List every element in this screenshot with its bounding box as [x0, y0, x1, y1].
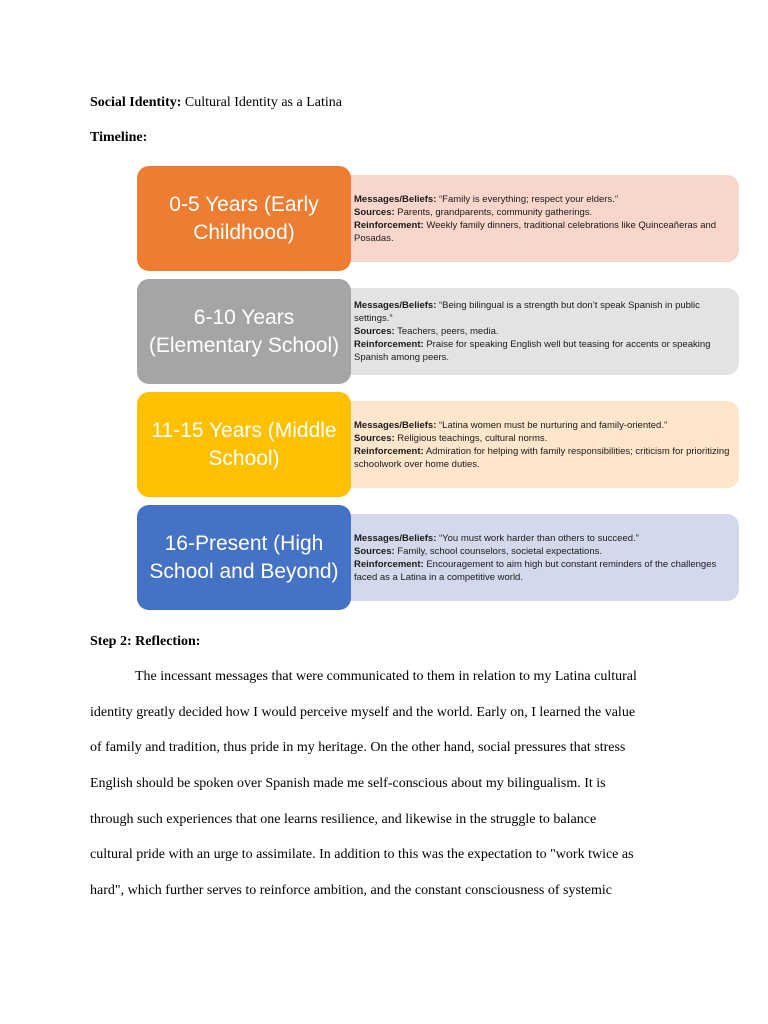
sources-line: Sources: Family, school counselors, societal expectations.: [354, 545, 602, 557]
paragraph-line: identity greatly decided how I would perceive myself and the world. Early on, I learned the value: [90, 704, 636, 720]
reinforcement-line: Reinforcement: Weekly family dinners, traditional celebrations like Quinceañeras and Posadas.: [354, 219, 717, 244]
timeline-detail-early-childhood: [340, 175, 739, 262]
timeline-stage-elementary: 6-10 Years (Elementary School): [137, 279, 351, 384]
paragraph-line: hard", which further serves to reinforce ambition, and the constant consciousness of systemic: [90, 883, 613, 899]
paragraph-line: through such experiences that one learns resilience, and likewise in the struggle to balance: [90, 811, 597, 827]
paragraph-line: of family and tradition, thus pride in my heritage. On the other hand, social pressures that stress: [90, 740, 626, 756]
timeline-detail-high-school: [340, 514, 739, 601]
reinforcement-line: Reinforcement: Admiration for helping with family responsibilities; criticism for prioritizing schoolwork over home duties.: [354, 445, 730, 470]
reflection-paragraph: [90, 670, 690, 920]
sources-line: Sources: Religious teachings, cultural norms.: [354, 432, 548, 444]
sources-line: Sources: Teachers, peers, media.: [354, 326, 499, 337]
timeline-detail-elementary: [340, 288, 739, 375]
social-identity-label: Social Identity:: [90, 95, 182, 110]
timeline-stage-early-childhood: 0-5 Years (Early Childhood): [137, 166, 351, 271]
reflection-heading: Step 2: Reflection:: [90, 634, 201, 649]
sources-line: Sources: Parents, grandparents, community gatherings.: [354, 206, 593, 218]
messages-line: Messages/Beliefs: “Being bilingual is a strength but don’t speak Spanish in public settings.”: [354, 300, 700, 324]
social-identity-value: Cultural Identity as a Latina: [184, 95, 342, 110]
timeline-detail-middle-school: [340, 401, 739, 488]
reinforcement-line: Reinforcement: Praise for speaking English well but teasing for accents or speaking Spanish among peers.: [354, 339, 711, 363]
social-identity-line: [90, 95, 342, 111]
paragraph-line: The incessant messages that were communicated to them in relation to my Latina cultural: [135, 669, 637, 684]
timeline-heading: Timeline:: [90, 130, 148, 145]
paragraph-line: cultural pride with an urge to assimilate. In addition to this was the expectation to "work twice as: [90, 847, 634, 863]
timeline-stage-high-school: 16-Present (High School and Beyond): [137, 505, 351, 610]
messages-line: Messages/Beliefs: “Latina women must be nurturing and family-oriented.”: [354, 419, 668, 431]
messages-line: Messages/Beliefs: “You must work harder than others to succeed.”: [354, 532, 639, 544]
reinforcement-line: Reinforcement: Encouragement to aim high but constant reminders of the challenges faced as a Latina in a competitive world.: [354, 558, 717, 583]
messages-line: Messages/Beliefs: “Family is everything; respect your elders.”: [354, 193, 618, 205]
paragraph-line: English should be spoken over Spanish made me self-conscious about my bilingualism. It is: [90, 776, 606, 792]
timeline-stage-middle-school: 11-15 Years (Middle School): [137, 392, 351, 497]
